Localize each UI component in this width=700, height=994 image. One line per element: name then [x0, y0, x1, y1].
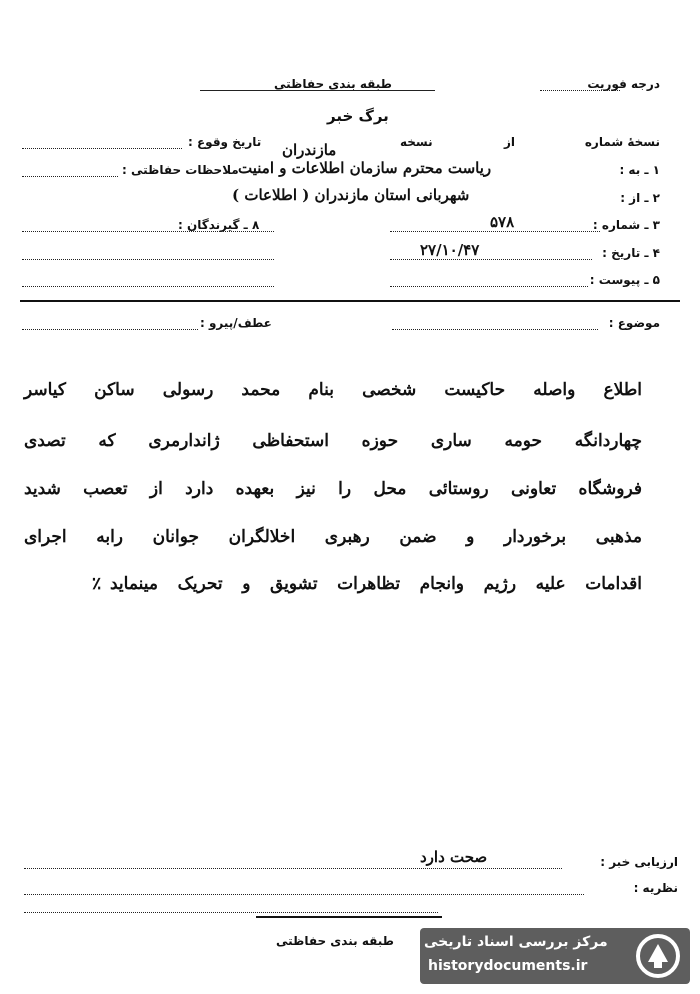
watermark-title: مرکز بررسی اسناد تاریخی	[424, 934, 608, 950]
opinion-line-2	[24, 912, 438, 913]
closing-mark: ٪	[92, 574, 102, 594]
ref-line	[22, 329, 198, 330]
field-number-line	[390, 231, 600, 232]
body-line-5: اقدامات علیه رژیم وانجام تظاهرات تشویق و تحریک مینماید	[110, 574, 642, 594]
document-title: برگ خبر	[327, 107, 389, 125]
opinion-label: نظریه :	[633, 881, 678, 895]
classification-header: طبقه بندی حفاظتی	[274, 77, 392, 91]
field-number-label: ۳ ـ شماره :	[592, 218, 660, 232]
opinion-line	[24, 894, 584, 895]
recipients-line-2	[22, 259, 274, 260]
handwritten-city: مازندران	[282, 141, 337, 159]
field-number-value: ۵۷۸	[490, 213, 515, 231]
field-date-value: ۲۷/۱۰/۴۷	[420, 241, 480, 259]
body-line-1: اطلاع واصله حاکیست شخصی بنام محمد رسولی ساکن کیاسر	[24, 380, 642, 400]
body-line-4: مذهبی برخوردار و ضمن رهبری اخلالگران جوانان رابه اجرای	[24, 527, 642, 547]
copy-label: نسخه	[400, 135, 433, 149]
subject-label: موضوع :	[608, 316, 660, 330]
field-from-value: شهربانی استان مازندران ( اطلاعات )	[232, 186, 470, 204]
urgency-label: درجه فوریت	[587, 77, 660, 91]
watermark-url: historydocuments.ir	[428, 958, 588, 974]
field-to-value: ریاست محترم سازمان اطلاعات و امنیت	[238, 159, 492, 177]
security-notes-line	[22, 176, 118, 177]
recipients-label: ۸ ـ گیرندگان :	[178, 218, 260, 232]
field-from-label: ۲ ـ از :	[620, 191, 660, 205]
field-attachment-line	[390, 286, 588, 287]
urgency-line	[540, 90, 620, 91]
body-line-2: چهاردانگه حومه ساری حوزه استحفاظی ژاندارمری که تصدی	[24, 431, 642, 451]
classification-footer: طبقه بندی حفاظتی	[276, 934, 394, 948]
field-attachment-label: ۵ ـ پیوست :	[589, 273, 660, 287]
footer-rule	[256, 916, 442, 918]
field-to-label: ۱ ـ به :	[619, 163, 660, 177]
copy-number-label: نسخهٔ شماره	[584, 135, 660, 149]
evaluation-line	[24, 868, 562, 869]
security-notes-label: ملاحظات حفاظتی :	[122, 163, 239, 177]
recipients-line-3	[22, 286, 274, 287]
of-label: از	[504, 135, 516, 149]
event-date-line	[22, 148, 182, 149]
evaluation-label: ارزیابی خبر :	[600, 855, 678, 869]
header-rule	[200, 90, 435, 91]
body-line-3: فروشگاه تعاونی روستائی محل را نیز بعهده دارد از تعصب شدید	[24, 479, 642, 499]
event-date-label: تاریخ وقوع :	[188, 135, 262, 149]
section-divider	[20, 300, 680, 302]
watermark-logo-icon	[634, 932, 684, 980]
ref-label: عطف/پیرو :	[200, 316, 272, 330]
field-date-label: ۴ ـ تاریخ :	[602, 246, 660, 260]
subject-line	[392, 329, 598, 330]
evaluation-value: صحت دارد	[420, 848, 488, 866]
field-date-line	[390, 259, 592, 260]
recipients-line-1	[22, 231, 274, 232]
